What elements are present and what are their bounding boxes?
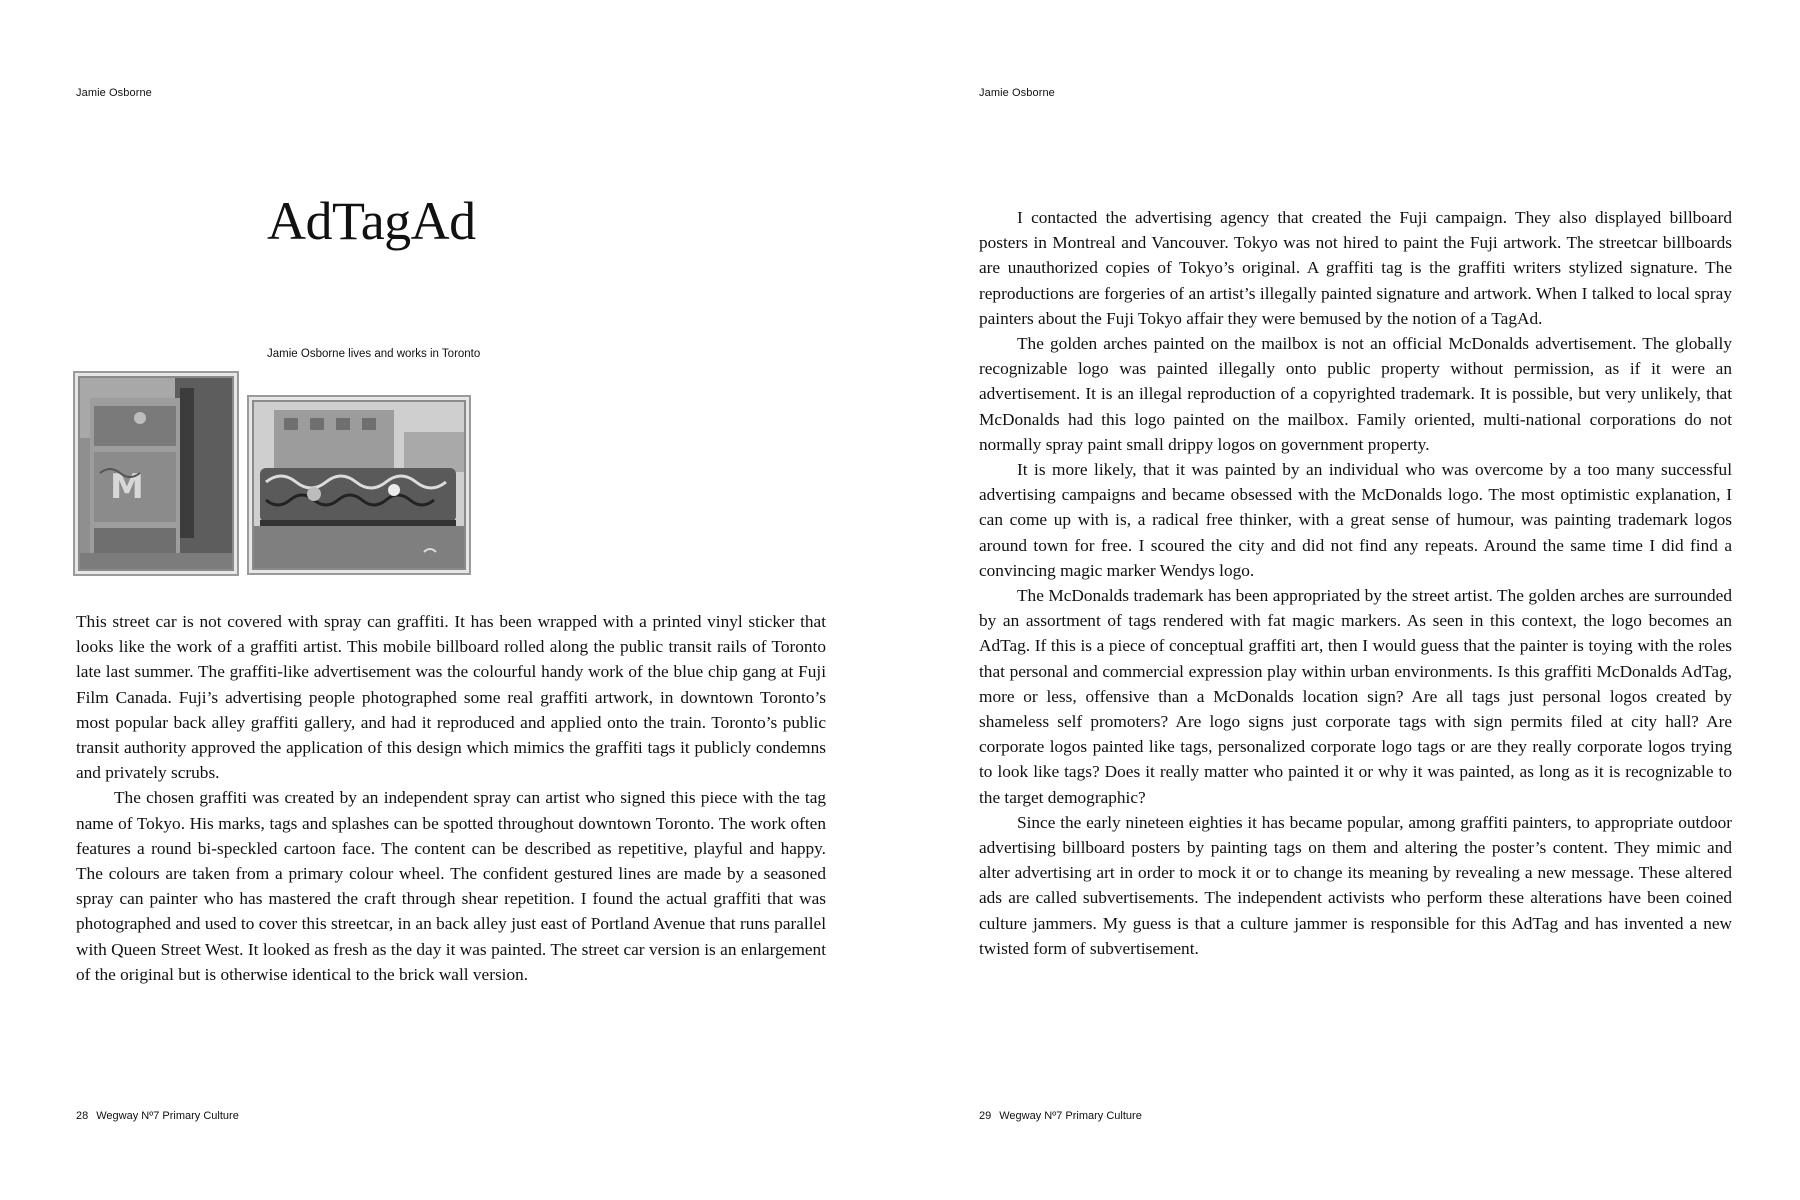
paragraph: This street car is not covered with spray can graffiti. It has been wrapped with a printed vinyl sticker that looks like the work of a graffiti artist. This mobile billboard rolled along the public transit rails of Toronto late last summer. The graffiti-like advertisement was the colourful handy work of the blue chip gang at Fuji Film Canada. Fuji’s advertising people photographed some real graffiti artwork, in downtown Toronto’s most popular back alley graffiti gallery, and had it reproduced and applied onto the train. Toronto’s public transit authority approved the application of this design which mimics the graffiti tags it publicly condemns and privately scrubs. — [76, 612, 826, 783]
page-number: 29 — [979, 1110, 992, 1122]
paragraph: The chosen graffiti was created by an independent spray can artist who signed this piece with the tag name of Tokyo. His marks, tags and splashes can be spotted throughout downtown Toronto. The work often features a round bi-speckled cartoon face. The content can be described as repetitive, playful and happy. The colours are taken from a primary colour wheel. The confident gestured lines are made by a seasoned spray can painter who has mastered the craft through shear repetition. I found the actual graffiti that was photographed and used to cover this streetcar, in an back alley just east of Portland Avenue that runs parallel with Queen Street West. It looked as fresh as the day it was painted. The street car version is an enlargement of the original but is otherwise identical to the brick wall version. — [76, 788, 826, 984]
publication-name: Wegway Nº7 Primary Culture — [999, 1110, 1142, 1122]
right-page — [900, 0, 1800, 1200]
paragraph: I contacted the advertising agency that created the Fuji campaign. They also displayed billboard posters in Montreal and Vancouver. Tokyo was not hired to paint the Fuji artwork. The streetcar billboards are unauthorized copies of Tokyo’s original. A graffiti tag is the graffiti writers stylized signature. The reproductions are forgeries of an artist’s illegally painted signature and artwork. When I talked to local spray painters about the Fuji Tokyo affair they were bemused by the notion of a TagAd. — [979, 208, 1732, 328]
page-footer-right — [979, 1110, 1142, 1122]
page-footer-left — [76, 1110, 239, 1122]
running-head-right: Jamie Osborne — [979, 87, 1055, 99]
publication-name: Wegway Nº7 Primary Culture — [96, 1110, 239, 1122]
streetcar-photo-image — [254, 402, 464, 568]
mcdonalds-logo-mark: M — [110, 467, 144, 507]
left-body-text — [76, 609, 826, 987]
paragraph: It is more likely, that it was painted by an individual who was overcome by a too many successful advertising campaigns and became obsessed with the McDonalds logo. The most optimistic explanation, I can come up with is, a radical free thinker, with a great sense of humour, was painting trademark logos around town for free. I scoured the city and did not find any repeats. Around the same time I did find a convincing magic marker Wendys logo. — [979, 460, 1732, 580]
mailbox-photo-image — [80, 378, 232, 569]
paragraph: The golden arches painted on the mailbox is not an official McDonalds advertisement. The globally recognizable logo was painted illegally onto public property without permission, as if it were an advertisement. It is an illegal reproduction of a copyrighted trademark. It is possible, but very unlikely, that McDonalds had this logo painted on the mailbox. Family oriented, multi-national corporations do not normally spray paint small drippy logos on government property. — [979, 334, 1732, 454]
streetcar-photo — [252, 400, 466, 570]
author-byline: Jamie Osborne lives and works in Toronto — [267, 348, 481, 360]
paragraph: The McDonalds trademark has been appropriated by the street artist. The golden arches are surrounded by an assortment of tags rendered with fat magic markers. As seen in this context, the logo becomes an AdTag. If this is a piece of conceptual graffiti art, then I would guess that the painter is toying with the roles that personal and commercial expression play within urban environments. Is this graffiti McDonalds AdTag, more or less, offensive than a McDonalds location sign? Are all tags just personal logos created by shameless self promoters? Are logo signs just corporate tags with sign permits filed at city hall? Are corporate logos painted like tags, personalized corporate logo tags or are they really corporate logos trying to look like tags? Does it really matter who painted it or why it was painted, as long as it is recognizable to the target demographic? — [979, 586, 1732, 807]
article-title: AdTagAd — [267, 191, 476, 251]
paragraph: Since the early nineteen eighties it has became popular, among graffiti painters, to appropriate outdoor advertising billboard posters by painting tags on them and altering the poster’s content. They mimic and alter advertising art in order to mock it or to change its meaning by revealing a new message. These altered ads are called subvertisements. The independent activists who perform these alterations have been coined culture jammers. My guess is that a culture jammer is responsible for this AdTag and has invented a new twisted form of subvertisement. — [979, 812, 1732, 958]
page-number: 28 — [76, 1110, 89, 1122]
running-head-left: Jamie Osborne — [76, 87, 152, 99]
right-body-text — [979, 205, 1732, 961]
mailbox-photo — [78, 376, 234, 571]
